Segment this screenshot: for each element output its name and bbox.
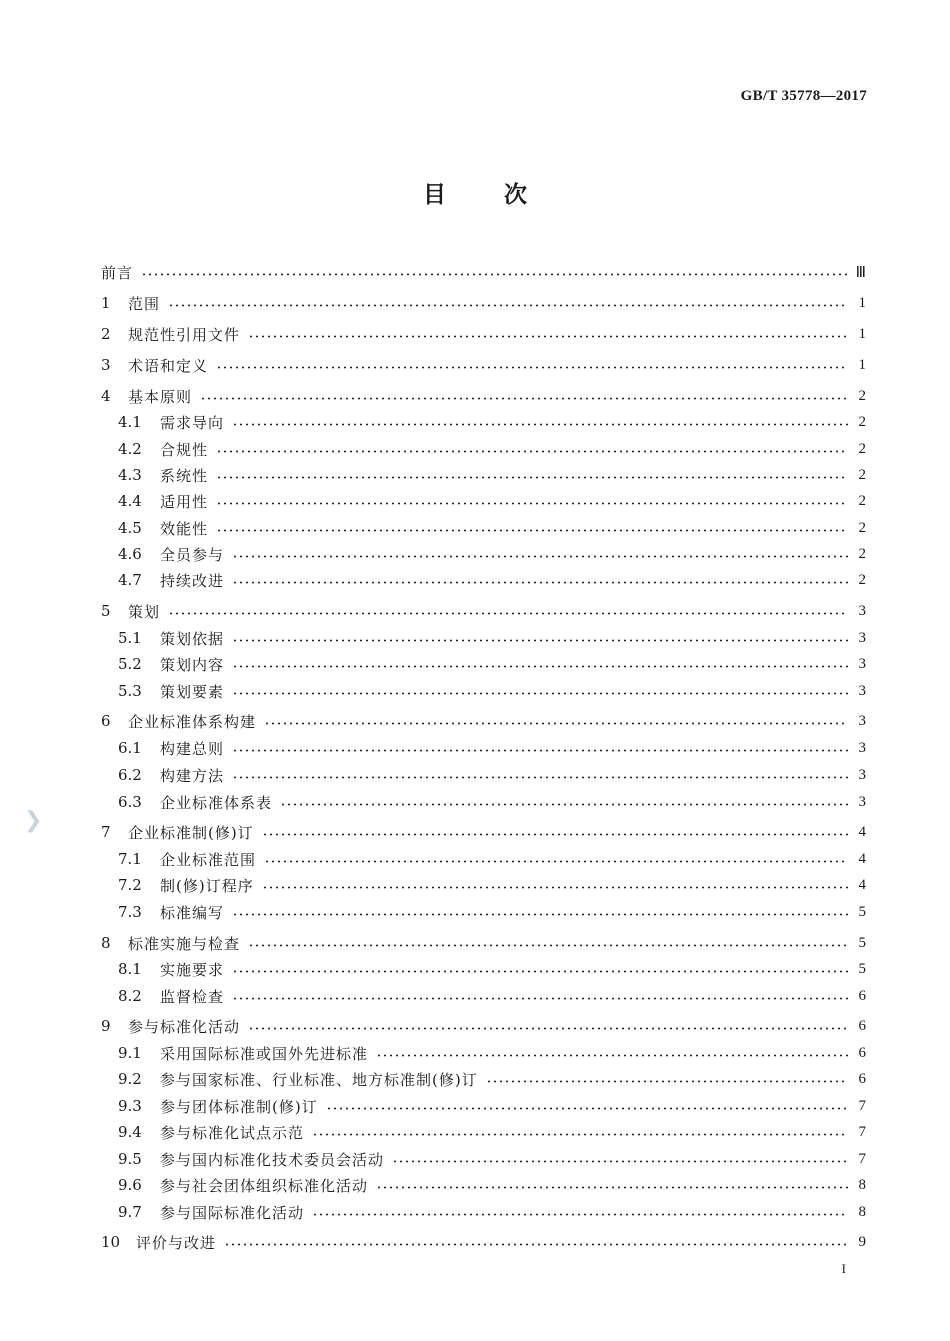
standard-code: GB/T 35778—2017 — [740, 88, 867, 104]
page-title: 目次 — [423, 182, 585, 208]
toc-entry-page: 3 — [858, 629, 866, 646]
dot-leader — [312, 1213, 848, 1216]
dot-leader — [280, 803, 848, 806]
toc-entry-page: 2 — [858, 466, 866, 483]
toc-entry-page: 1 — [858, 356, 866, 373]
toc-entry-number: 1 — [101, 294, 111, 312]
toc-entry[interactable] — [101, 627, 866, 649]
toc-entry-label: 构建方法 — [160, 766, 225, 785]
toc-entry-label: 系统性 — [160, 466, 209, 485]
toc-entry-page: 2 — [858, 571, 866, 588]
toc-entry[interactable] — [101, 385, 866, 407]
toc-entry-page: 3 — [858, 766, 866, 783]
toc-entry-page: 6 — [858, 987, 866, 1004]
toc-entry[interactable] — [101, 490, 866, 512]
toc-entry-page: 3 — [858, 655, 866, 672]
toc-entry-label: 参与标准化试点示范 — [160, 1123, 305, 1142]
page-number: I — [841, 1261, 846, 1276]
toc-entry-number: 4.7 — [118, 571, 142, 589]
toc-entry-page: 2 — [858, 413, 866, 430]
toc-entry[interactable] — [101, 438, 866, 460]
toc-entry-number: 4.1 — [118, 413, 142, 431]
toc-entry-label: 构建总则 — [160, 739, 225, 758]
toc-entry-number: 4.4 — [118, 492, 142, 510]
toc-entry-page: 4 — [858, 850, 866, 867]
dot-leader — [262, 886, 848, 889]
dot-leader — [232, 555, 848, 558]
toc-entry[interactable] — [101, 569, 866, 591]
dot-leader — [232, 581, 848, 584]
toc-entry-page: 3 — [858, 602, 866, 619]
toc-entry[interactable] — [101, 1068, 866, 1090]
toc-entry-label: 参与团体标准制(修)订 — [160, 1097, 318, 1116]
toc-entry[interactable] — [101, 1174, 866, 1196]
dot-leader — [232, 913, 848, 916]
toc-entry-page: 2 — [858, 492, 866, 509]
toc-entry[interactable] — [101, 901, 866, 923]
toc-entry[interactable] — [101, 261, 866, 283]
toc-entry-number: 6.2 — [118, 766, 142, 784]
toc-entry-page: 7 — [858, 1150, 866, 1167]
toc-entry-label: 参与标准化活动 — [128, 1017, 241, 1036]
toc-entry-label: 标准实施与检查 — [128, 934, 241, 953]
toc-entry[interactable] — [101, 323, 866, 345]
toc-entry[interactable] — [101, 411, 866, 433]
toc-entry[interactable] — [101, 543, 866, 565]
toc-entry[interactable] — [101, 737, 866, 759]
toc-entry-number: 9.3 — [118, 1097, 142, 1115]
toc-entry[interactable] — [101, 821, 866, 843]
toc-entry-page: 7 — [858, 1097, 866, 1114]
toc-entry[interactable] — [101, 292, 866, 314]
dot-leader — [216, 502, 848, 505]
toc-entry-number: 7 — [101, 823, 111, 841]
toc-entry-page: 8 — [858, 1176, 866, 1193]
toc-entry-label: 策划依据 — [160, 629, 225, 648]
dot-leader — [232, 639, 848, 642]
toc-entry-number: 7.3 — [118, 903, 142, 921]
toc-entry-page: 2 — [858, 440, 866, 457]
dot-leader — [262, 833, 848, 836]
toc-entry-page: 2 — [858, 545, 866, 562]
toc-entry-page: 7 — [858, 1123, 866, 1140]
dot-leader — [216, 450, 848, 453]
toc-entry-page: 6 — [858, 1044, 866, 1061]
toc-entry-label: 企业标准体系表 — [160, 793, 273, 812]
toc-entry-number: 6 — [101, 712, 111, 730]
toc-entry-number: 9.5 — [118, 1150, 142, 1168]
toc-entry-page: 1 — [858, 294, 866, 311]
toc-entry-page: 2 — [858, 519, 866, 536]
toc-entry-label: 监督检查 — [160, 987, 225, 1006]
toc-entry-label: 标准编写 — [160, 903, 225, 922]
toc-entry-label: 持续改进 — [160, 571, 225, 590]
toc-entry-number: 5.2 — [118, 655, 142, 673]
toc-entry-number: 4 — [101, 387, 111, 405]
toc-entry-page: Ⅲ — [855, 264, 866, 281]
dot-leader — [326, 1107, 848, 1110]
dot-leader — [376, 1054, 848, 1057]
toc-entry-page: 2 — [858, 387, 866, 404]
toc-entry-number: 5.1 — [118, 629, 142, 647]
dot-leader — [232, 423, 848, 426]
toc-entry-page: 5 — [858, 903, 866, 920]
toc-entry-number: 8.2 — [118, 987, 142, 1005]
toc-entry-number: 9 — [101, 1017, 111, 1035]
toc-entry[interactable] — [101, 932, 866, 954]
dot-leader — [264, 860, 848, 863]
toc-entry[interactable] — [101, 764, 866, 786]
dot-leader — [168, 612, 848, 615]
toc-entry-number: 9.1 — [118, 1044, 142, 1062]
toc-entry-number: 4.2 — [118, 440, 142, 458]
toc-entry-number: 4.3 — [118, 466, 142, 484]
dot-leader — [216, 529, 848, 532]
toc-entry-label: 企业标准范围 — [160, 850, 257, 869]
toc-entry[interactable] — [101, 1095, 866, 1117]
toc-entry-label: 范围 — [128, 294, 161, 313]
toc-entry-label: 基本原则 — [128, 387, 193, 406]
toc-entry-number: 6.3 — [118, 793, 142, 811]
toc-entry-label: 需求导向 — [160, 413, 225, 432]
toc-entry-page: 5 — [858, 960, 866, 977]
toc-entry[interactable] — [101, 354, 866, 376]
toc-entry-page: 5 — [858, 934, 866, 951]
toc-entry-page: 1 — [858, 325, 866, 342]
dot-leader — [248, 335, 848, 338]
toc-entry-number: 7.2 — [118, 876, 142, 894]
toc-entry[interactable] — [101, 848, 866, 870]
toc-entry-page: 3 — [858, 793, 866, 810]
dot-leader — [264, 722, 848, 725]
toc-entry-number: 8.1 — [118, 960, 142, 978]
toc-entry[interactable] — [101, 1201, 866, 1223]
toc-entry-label: 前言 — [101, 263, 134, 282]
toc-entry-page: 3 — [858, 739, 866, 756]
toc-entry[interactable] — [101, 1148, 866, 1170]
dot-leader — [232, 749, 848, 752]
toc-entry[interactable] — [101, 958, 866, 980]
dot-leader — [232, 997, 848, 1000]
dot-leader — [216, 366, 848, 369]
dot-leader — [168, 304, 848, 307]
toc-entry-page: 4 — [858, 823, 866, 840]
toc-entry-page: 3 — [858, 712, 866, 729]
toc-entry[interactable] — [101, 1121, 866, 1143]
toc-entry-number: 8 — [101, 934, 111, 952]
toc-entry[interactable] — [101, 1015, 866, 1037]
toc-entry-label: 合规性 — [160, 440, 209, 459]
toc-entry-page: 3 — [858, 682, 866, 699]
toc-entry[interactable] — [101, 517, 866, 539]
dot-leader — [232, 776, 848, 779]
toc-entry-number: 9.2 — [118, 1070, 142, 1088]
toc-entry[interactable] — [101, 1231, 866, 1253]
toc-entry-number: 9.7 — [118, 1203, 142, 1221]
toc-entry-page: 9 — [858, 1233, 866, 1250]
toc-entry-number: 6.1 — [118, 739, 142, 757]
toc-entry-page: 6 — [858, 1017, 866, 1034]
toc-entry[interactable] — [101, 1042, 866, 1064]
toc-entry[interactable] — [101, 464, 866, 486]
dot-leader — [312, 1133, 848, 1136]
toc-entry-number: 9.6 — [118, 1176, 142, 1194]
toc-entry-label: 参与社会团体组织标准化活动 — [160, 1176, 369, 1195]
dot-leader — [216, 476, 848, 479]
toc-entry-number: 4.5 — [118, 519, 142, 537]
toc-entry[interactable] — [101, 710, 866, 732]
toc-entry-label: 企业标准体系构建 — [128, 712, 257, 731]
dot-leader — [232, 692, 848, 695]
dot-leader — [200, 397, 848, 400]
dot-leader — [248, 1027, 848, 1030]
toc-entry-label: 全员参与 — [160, 545, 225, 564]
toc-entry-page: 4 — [858, 876, 866, 893]
toc-entry[interactable] — [101, 791, 866, 813]
margin-mark-icon: ❯ — [24, 808, 43, 833]
toc-entry-label: 采用国际标准或国外先进标准 — [160, 1044, 369, 1063]
toc-entry[interactable] — [101, 653, 866, 675]
toc-entry-label: 术语和定义 — [128, 356, 209, 375]
toc-entry-label: 规范性引用文件 — [128, 325, 241, 344]
toc-entry-label: 策划要素 — [160, 682, 225, 701]
toc-entry-page: 6 — [858, 1070, 866, 1087]
toc-entry-label: 策划内容 — [160, 655, 225, 674]
toc-entry-label: 制(修)订程序 — [160, 876, 254, 895]
toc-entry[interactable] — [101, 600, 866, 622]
toc-entry-number: 4.6 — [118, 545, 142, 563]
toc-entry[interactable] — [101, 680, 866, 702]
dot-leader — [232, 665, 848, 668]
toc-entry[interactable] — [101, 874, 866, 896]
toc-entry-label: 效能性 — [160, 519, 209, 538]
dot-leader — [486, 1080, 848, 1083]
dot-leader — [392, 1160, 848, 1163]
dot-leader — [224, 1243, 848, 1246]
dot-leader — [248, 944, 848, 947]
dot-leader — [141, 273, 848, 276]
toc-entry-label: 实施要求 — [160, 960, 225, 979]
dot-leader — [232, 970, 848, 973]
toc-entry-label: 参与国内标准化技术委员会活动 — [160, 1150, 385, 1169]
toc-entry-label: 企业标准制(修)订 — [128, 823, 254, 842]
toc-entry-number: 2 — [101, 325, 111, 343]
toc-entry-number: 5 — [101, 602, 111, 620]
toc-entry-label: 参与国家标准、行业标准、地方标准制(修)订 — [160, 1070, 478, 1089]
toc-entry[interactable] — [101, 985, 866, 1007]
toc-entry-label: 策划 — [128, 602, 161, 621]
toc-entry-page: 8 — [858, 1203, 866, 1220]
dot-leader — [376, 1186, 848, 1189]
toc-entry-number: 10 — [101, 1233, 121, 1251]
toc-entry-label: 评价与改进 — [136, 1233, 217, 1252]
toc-entry-label: 参与国际标准化活动 — [160, 1203, 305, 1222]
toc-entry-label: 适用性 — [160, 492, 209, 511]
toc-entry-number: 9.4 — [118, 1123, 142, 1141]
toc-entry-number: 3 — [101, 356, 111, 374]
toc-entry-number: 5.3 — [118, 682, 142, 700]
toc-entry-number: 7.1 — [118, 850, 142, 868]
